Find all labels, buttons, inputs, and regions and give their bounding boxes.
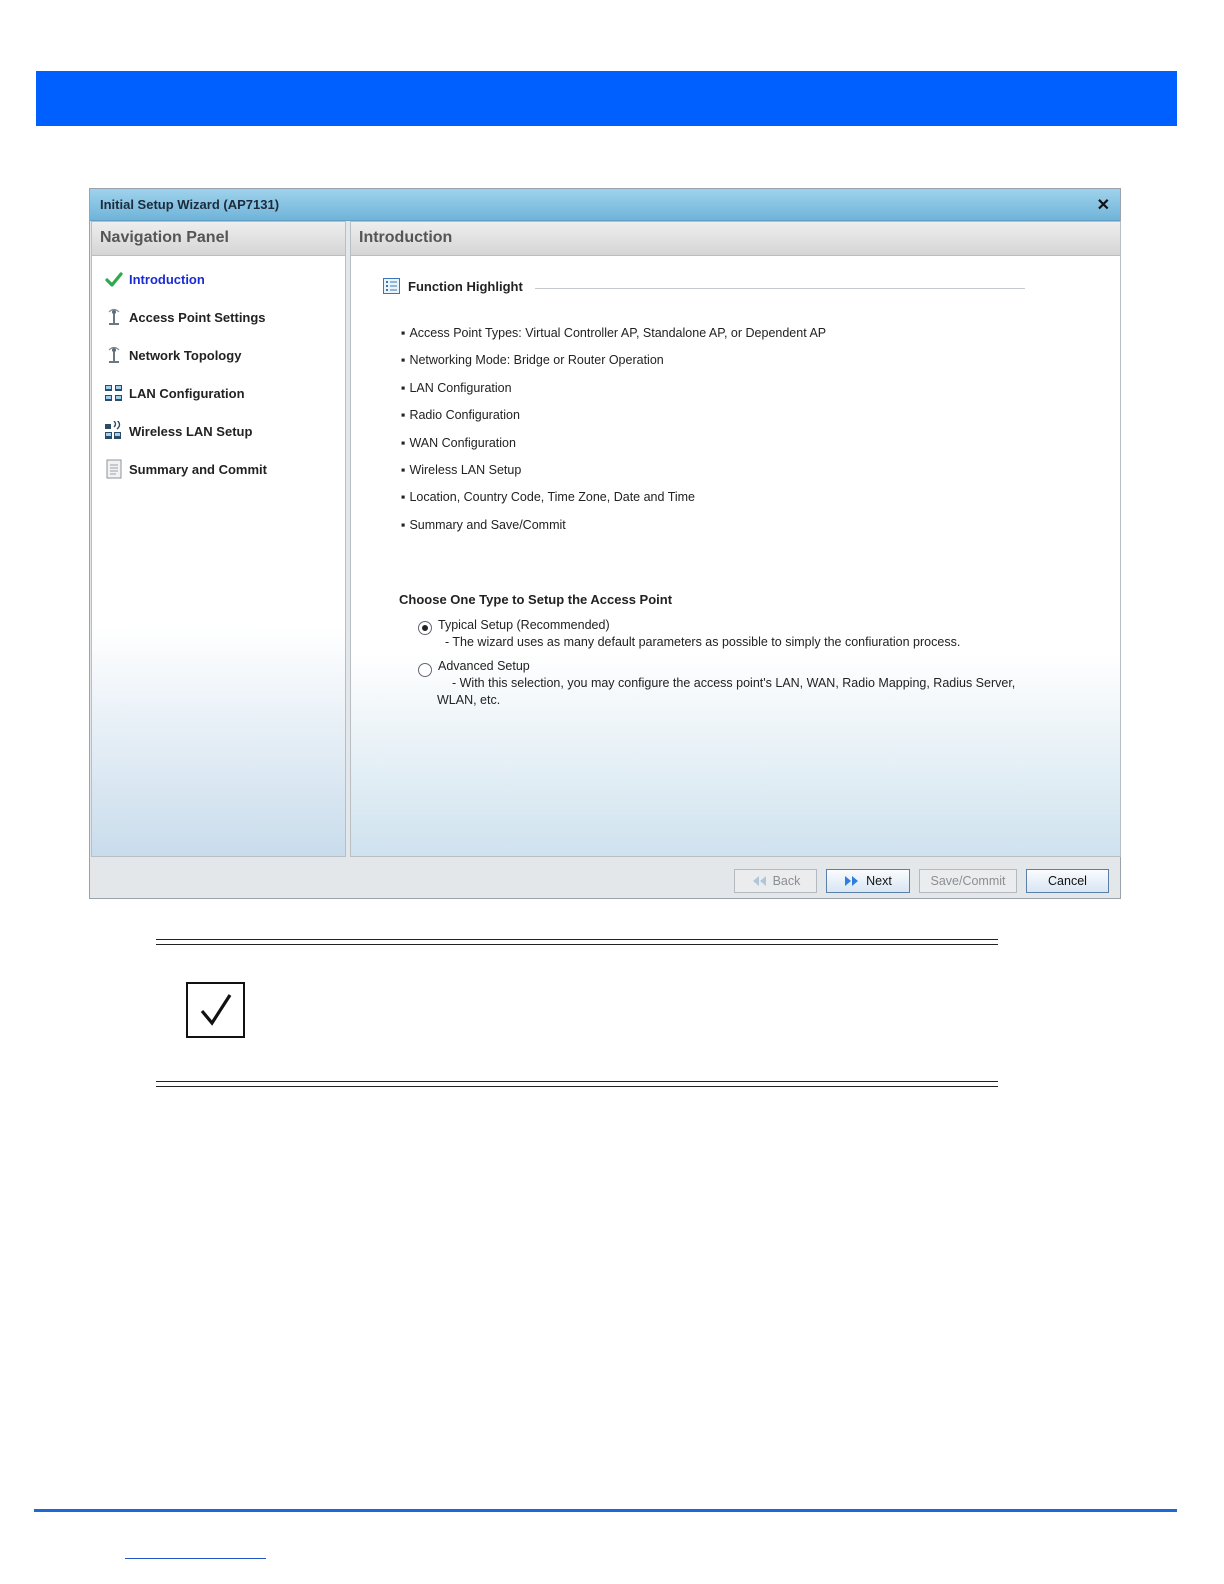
advanced-setup-radio[interactable]: [418, 663, 432, 677]
back-button[interactable]: [734, 869, 817, 893]
document-icon: [104, 459, 124, 479]
access-point-icon: [104, 307, 124, 327]
typical-setup-description: - The wizard uses as many default parameters as possible to simply the confiuration process.: [445, 635, 961, 649]
setup-type-label: Choose One Type to Setup the Access Point: [399, 592, 673, 607]
note-top-rule: [156, 939, 998, 940]
list-item: ▪ Access Point Types: Virtual Controller AP, Standalone AP, or Dependent AP: [401, 326, 826, 353]
note-checkmark-icon: [186, 982, 245, 1038]
lan-icon: [104, 383, 124, 403]
navigation-panel: [91, 221, 346, 857]
back-button-label: Back: [772, 874, 801, 888]
next-button[interactable]: [826, 869, 910, 893]
section-divider: [535, 288, 1025, 289]
nav-item-lan-configuration[interactable]: [104, 382, 245, 404]
access-point-icon: [104, 345, 124, 365]
list-item: ▪ Radio Configuration: [401, 408, 826, 435]
function-highlight-list: [401, 326, 826, 545]
advanced-setup-label[interactable]: Advanced Setup: [438, 659, 530, 673]
content-panel-header: Introduction: [351, 222, 1120, 256]
note-bottom-rule-inner: [156, 1086, 998, 1087]
function-highlight-heading: [383, 278, 523, 294]
list-item: ▪ Wireless LAN Setup: [401, 463, 826, 490]
nav-item-label: Wireless LAN Setup: [129, 423, 253, 439]
nav-item-label: LAN Configuration: [129, 385, 245, 401]
list-item: ▪ Summary and Save/Commit: [401, 518, 826, 545]
list-icon: [383, 278, 400, 294]
dialog-titlebar: [90, 189, 1120, 221]
nav-item-label: Summary and Commit: [129, 461, 267, 477]
check-icon: [104, 269, 124, 289]
dialog-title: Initial Setup Wizard (AP7131): [100, 197, 280, 212]
fast-forward-icon: [844, 875, 860, 887]
top-banner: [36, 71, 1177, 126]
nav-item-introduction[interactable]: [104, 268, 205, 290]
list-item: ▪ Location, Country Code, Time Zone, Date and Time: [401, 490, 826, 517]
nav-item-label: Access Point Settings: [129, 309, 266, 325]
typical-setup-radio[interactable]: [418, 621, 432, 635]
nav-item-wireless-lan-setup[interactable]: [104, 420, 252, 442]
function-highlight-title: Function Highlight: [408, 278, 523, 294]
close-icon[interactable]: ✕: [1096, 197, 1110, 214]
navigation-panel-header: Navigation Panel: [92, 222, 345, 256]
advanced-setup-description-cont: WLAN, etc.: [437, 693, 501, 707]
cancel-button[interactable]: Cancel: [1026, 869, 1109, 893]
nav-item-summary-and-commit[interactable]: [104, 458, 267, 480]
list-item: ▪ LAN Configuration: [401, 381, 826, 408]
content-panel: [350, 221, 1121, 857]
next-button-label: Next: [866, 874, 892, 888]
nav-item-label: Introduction: [129, 271, 205, 287]
setup-wizard-dialog: [89, 188, 1121, 899]
wireless-lan-icon: [104, 421, 124, 441]
note-bottom-rule: [156, 1081, 998, 1082]
page-footer-rule: [34, 1509, 1177, 1512]
page-footer-link-underline: [125, 1558, 266, 1559]
list-item: ▪ Networking Mode: Bridge or Router Operation: [401, 353, 826, 380]
list-item: ▪ WAN Configuration: [401, 436, 826, 463]
nav-item-access-point-settings[interactable]: [104, 306, 266, 328]
nav-item-label: Network Topology: [129, 347, 242, 363]
save-commit-button[interactable]: Save/Commit: [919, 869, 1017, 893]
typical-setup-label[interactable]: Typical Setup (Recommended): [438, 618, 610, 632]
advanced-setup-description: - With this selection, you may configure the access point's LAN, WAN, Radio Mapping, Radius Server,: [452, 676, 1016, 690]
note-top-rule-inner: [156, 944, 998, 945]
nav-item-network-topology[interactable]: [104, 344, 241, 366]
rewind-icon: [751, 875, 767, 887]
